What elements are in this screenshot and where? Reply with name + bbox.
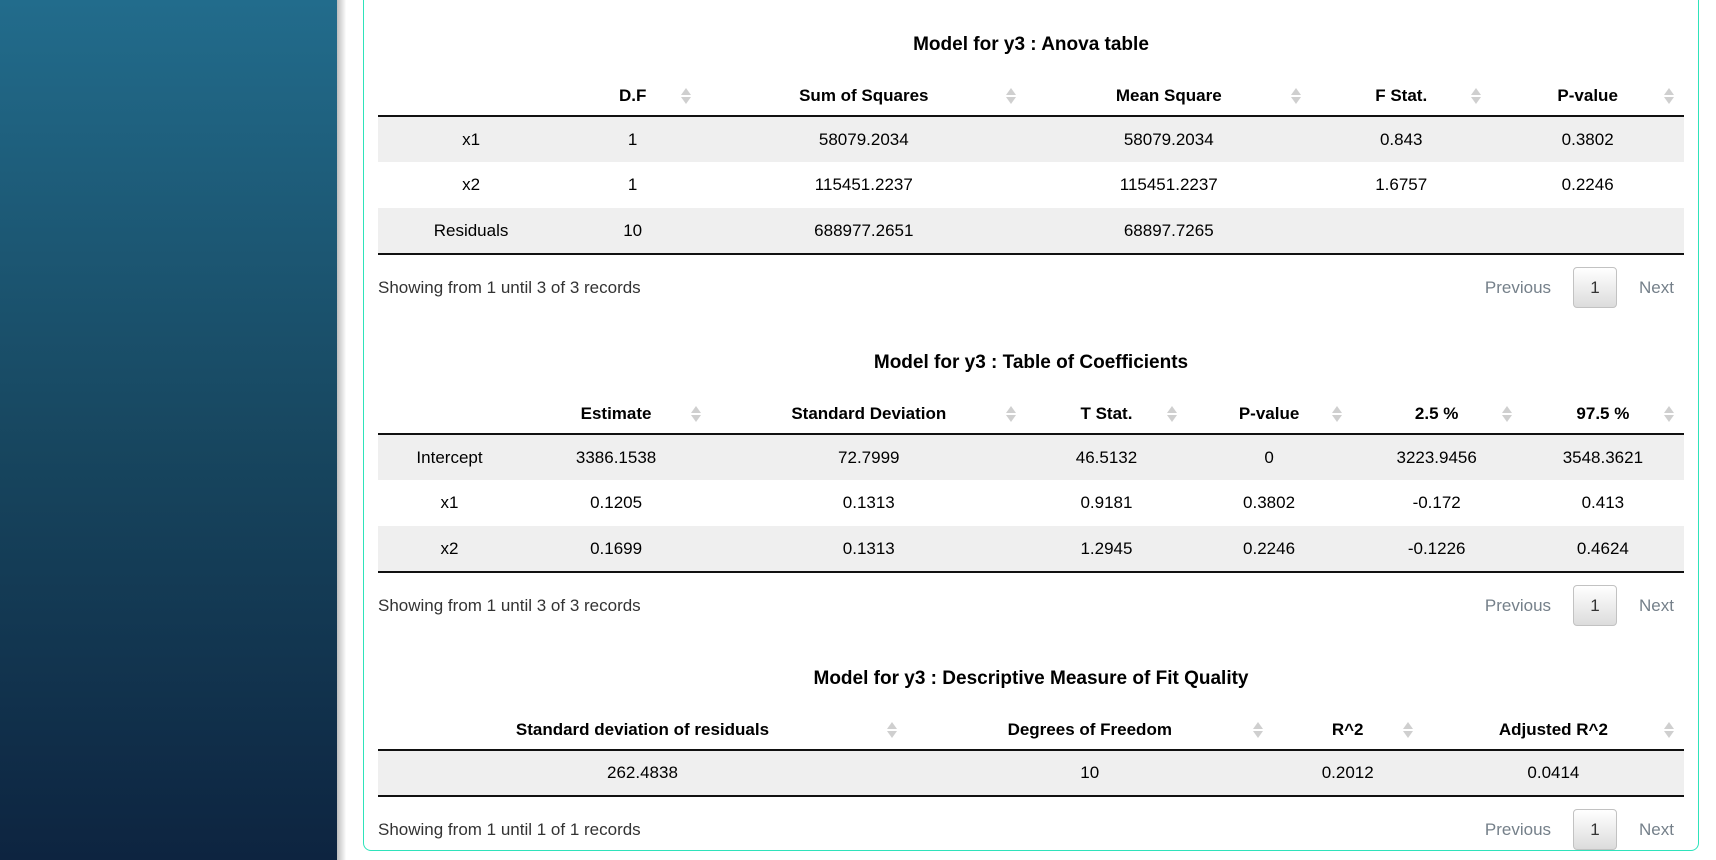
table-cell: 10 bbox=[623, 220, 643, 240]
sort-icon bbox=[1664, 722, 1674, 738]
sort-icon bbox=[1253, 722, 1263, 738]
table-cell: 0.1313 bbox=[842, 493, 895, 512]
table-cell: 72.7999 bbox=[838, 447, 900, 467]
pagination bbox=[1485, 267, 1684, 308]
row-label: x1 bbox=[462, 129, 481, 149]
showing-records-status: Showing from 1 until 3 of 3 records bbox=[378, 595, 641, 615]
table-cell: 262.4838 bbox=[607, 763, 678, 782]
table-cell: 0.4624 bbox=[1576, 538, 1629, 558]
results-panel bbox=[363, 0, 1699, 851]
sort-icon bbox=[1332, 406, 1342, 422]
table-row bbox=[378, 750, 1684, 796]
pagination-previous-button[interactable]: Previous bbox=[1484, 819, 1552, 839]
row-label: Intercept bbox=[416, 447, 483, 467]
sidebar bbox=[0, 0, 337, 860]
sidebar-divider bbox=[337, 0, 346, 860]
table-cell: 0.1205 bbox=[590, 493, 643, 512]
table-row bbox=[378, 480, 1684, 526]
sort-icon bbox=[1167, 406, 1177, 422]
table-cell: 1 bbox=[627, 175, 638, 194]
table-row bbox=[378, 162, 1684, 208]
pagination-previous-button[interactable]: Previous bbox=[1484, 277, 1552, 297]
row-label: Residuals bbox=[433, 220, 509, 240]
table-cell: 0.2012 bbox=[1321, 763, 1374, 782]
table-cell: -0.1226 bbox=[1407, 538, 1466, 558]
pagination-page-button[interactable]: 1 bbox=[1573, 809, 1617, 850]
sort-icon bbox=[887, 722, 897, 738]
table-row bbox=[378, 208, 1684, 254]
sort-icon bbox=[1291, 88, 1301, 104]
table-cell: 3223.9456 bbox=[1396, 447, 1477, 467]
table-cell: 0.1313 bbox=[842, 538, 895, 558]
table-cell: 0.2246 bbox=[1243, 538, 1296, 558]
table-cell: 3386.1538 bbox=[575, 447, 657, 467]
fit-quality-table bbox=[378, 710, 1684, 797]
sort-icon bbox=[1471, 88, 1481, 104]
table-cell: 115451.2237 bbox=[1119, 175, 1218, 194]
table-cell: 0.3802 bbox=[1561, 129, 1614, 149]
table-cell: 68897.7265 bbox=[1123, 220, 1214, 240]
fit-quality-header-row bbox=[378, 710, 1684, 750]
column-header-estimate[interactable]: Estimate bbox=[521, 394, 711, 434]
sort-icon bbox=[691, 406, 701, 422]
coefficients-table-title: Model for y3 : Table of Coefficients bbox=[873, 352, 1189, 373]
sort-icon bbox=[1403, 722, 1413, 738]
table-cell: 0.9181 bbox=[1080, 493, 1133, 512]
sort-icon bbox=[1664, 88, 1674, 104]
fit-quality-table-title: Model for y3 : Descriptive Measure of Fit Quality bbox=[813, 668, 1249, 689]
anova-table-title: Model for y3 : Anova table bbox=[913, 34, 1149, 55]
row-label: x1 bbox=[440, 493, 459, 512]
pagination-next-button[interactable]: Next bbox=[1639, 595, 1674, 615]
sort-icon bbox=[1006, 406, 1016, 422]
table-cell: 10 bbox=[1080, 763, 1100, 782]
column-header-sd-residuals[interactable]: Standard deviation of residuals bbox=[378, 710, 907, 750]
table-cell: 1.2945 bbox=[1080, 538, 1133, 558]
column-header-ci-upper[interactable]: 97.5 % bbox=[1522, 394, 1684, 434]
anova-section bbox=[378, 34, 1684, 308]
table-cell: 0.3802 bbox=[1243, 493, 1296, 512]
table-cell: 0.0414 bbox=[1527, 763, 1580, 782]
column-header-p-value[interactable]: P-value bbox=[1187, 394, 1352, 434]
column-header-r-squared[interactable]: R^2 bbox=[1273, 710, 1423, 750]
column-header-degrees-of-freedom[interactable]: Degrees of Freedom bbox=[907, 710, 1273, 750]
table-cell: 0.1699 bbox=[590, 538, 643, 558]
column-header-sum-of-squares[interactable]: Sum of Squares bbox=[701, 76, 1026, 116]
table-row bbox=[378, 434, 1684, 480]
table-cell: 0 bbox=[1264, 447, 1274, 467]
table-row bbox=[378, 526, 1684, 572]
row-label: x2 bbox=[462, 175, 481, 194]
table-cell: 46.5132 bbox=[1075, 447, 1138, 467]
column-header-standard-deviation[interactable]: Standard Deviation bbox=[711, 394, 1026, 434]
column-header-p-value[interactable]: P-value bbox=[1491, 76, 1684, 116]
coefficients-header-row bbox=[378, 394, 1684, 434]
anova-table bbox=[378, 76, 1684, 255]
column-header-mean-square[interactable]: Mean Square bbox=[1026, 76, 1311, 116]
pagination-previous-button[interactable]: Previous bbox=[1484, 595, 1552, 615]
table-cell: 0.413 bbox=[1581, 493, 1625, 512]
pagination-page-button[interactable]: 1 bbox=[1573, 585, 1617, 626]
table-cell bbox=[1311, 208, 1491, 254]
column-header-ci-lower[interactable]: 2.5 % bbox=[1352, 394, 1522, 434]
sort-icon bbox=[681, 88, 691, 104]
fit-quality-section bbox=[378, 668, 1684, 850]
table-row bbox=[378, 116, 1684, 162]
anova-header-row bbox=[378, 76, 1684, 116]
sort-icon bbox=[1502, 406, 1512, 422]
table-cell: 1 bbox=[627, 129, 638, 149]
column-header-t-stat[interactable]: T Stat. bbox=[1026, 394, 1186, 434]
table-cell: 0.843 bbox=[1379, 129, 1423, 149]
table-cell bbox=[1491, 208, 1684, 254]
table-cell: 688977.2651 bbox=[814, 220, 914, 240]
coefficients-table bbox=[378, 394, 1684, 573]
pagination-page-button[interactable]: 1 bbox=[1573, 267, 1617, 308]
table-cell: 1.6757 bbox=[1375, 175, 1428, 194]
table-cell: 58079.2034 bbox=[818, 129, 909, 149]
table-cell: 58079.2034 bbox=[1123, 129, 1214, 149]
table-cell: 0.2246 bbox=[1561, 175, 1614, 194]
pagination-next-button[interactable]: Next bbox=[1639, 819, 1674, 839]
coefficients-section bbox=[378, 352, 1684, 626]
column-header-f-stat[interactable]: F Stat. bbox=[1311, 76, 1491, 116]
showing-records-status: Showing from 1 until 1 of 1 records bbox=[378, 819, 641, 839]
column-header-rowlabel bbox=[378, 394, 521, 434]
row-label: x2 bbox=[440, 538, 459, 558]
column-header-df[interactable]: D.F bbox=[564, 76, 701, 116]
pagination bbox=[1485, 585, 1684, 626]
table-cell: -0.172 bbox=[1412, 493, 1461, 512]
sort-icon bbox=[1664, 406, 1674, 422]
table-cell: 115451.2237 bbox=[814, 175, 913, 194]
pagination bbox=[1485, 809, 1684, 850]
sort-icon bbox=[1006, 88, 1016, 104]
showing-records-status: Showing from 1 until 3 of 3 records bbox=[378, 277, 641, 297]
column-header-rowlabel bbox=[378, 76, 564, 116]
column-header-adjusted-r-squared[interactable]: Adjusted R^2 bbox=[1423, 710, 1684, 750]
table-cell: 3548.3621 bbox=[1562, 447, 1644, 467]
pagination-next-button[interactable]: Next bbox=[1639, 277, 1674, 297]
